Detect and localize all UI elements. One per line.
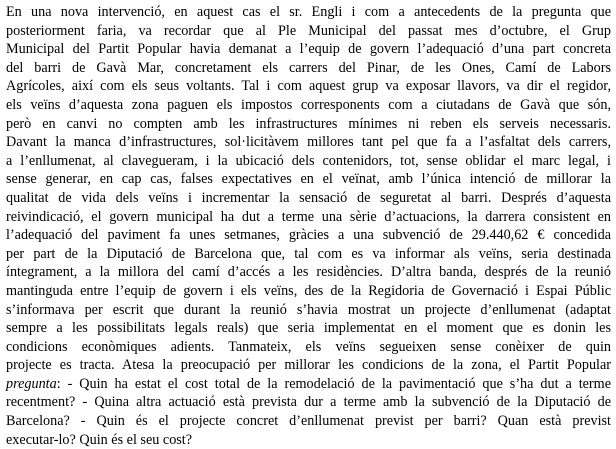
- text-line: reivindicació, el govern municipal ha dut a terme una sèrie d’actuacions, la darrera consistent en: [6, 208, 611, 225]
- text-line: però en canvi no compten amb les infrastructures mínimes ni reben els serveis necessaris.: [6, 115, 611, 132]
- question-line: [6, 375, 611, 394]
- text-line: posteriorment faria, va recordar que al Ple Municipal del passat mes d’octubre, el Grup: [6, 22, 611, 39]
- text-line: En una nova intervenció, en aquest cas el sr. Engli i com a antecedents de la pregunta que: [6, 4, 611, 20]
- text-line: a l’enllumenat, al clavegueram, i la ubicació dels contenidors, tot, sense oblidar el marc legal, i: [6, 152, 611, 169]
- text-line: qualitat de vida dels veïns i incrementar la sensació de seguretat al barri. Després d’aquesta: [6, 189, 611, 206]
- question-line: executar-lo? Quin és el seu cost?: [6, 431, 193, 448]
- text-line: íntegrament, a la millora del camí d’accés a les residències. D’altra banda, després de la reunió: [6, 264, 611, 281]
- text-line: del barri de Gavà Mar, concretament els carrers del Pinar, de les Ones, Camí de Labors: [6, 59, 611, 76]
- text-line: l’adequació del paviment fa unes setmanes, gràcies a una subvenció de 29.440,62 € concedida: [6, 227, 611, 244]
- document-body: [6, 3, 611, 449]
- text-line: sense generar, en cap cas, falses expectatives en el veïnat, amb l’única intenció de millorar la: [6, 171, 611, 188]
- question-text: : - Quin ha estat el cost total de la remodelació de la pavimentació que s’ha dut a terme: [56, 375, 611, 392]
- text-line: projecte es tracta. Atesa la preocupació per millorar les condicions de la zona, el Partit Popular: [6, 357, 611, 374]
- text-line: Davant la manca d’infrastructures, sol·licitàvem millores tant pel que fa a l’asfaltat dels carrers,: [6, 134, 611, 151]
- text-line: Municipal del Partit Popular havia demanat a l’equip de govern l’adequació d’una part concreta: [6, 41, 611, 58]
- question-label: pregunta: [6, 375, 57, 392]
- question-line: Barcelona? - Quin és el projecte concret d’enllumenat previst per barri? Quan està previst: [6, 413, 611, 430]
- text-line: s’informava per escrit que durant la reunió s’havia mostrat un projecte d’enllumenat (adaptat: [6, 301, 611, 318]
- question-line: recentment? - Quina altra actuació està prevista dur a terme amb la subvenció de la Diputació de: [6, 394, 611, 411]
- text-line: condicions econòmiques adients. Tanmateix, els veïns segueixen sense conèixer de quin: [6, 338, 611, 355]
- text-line: mantinguda entre l’equip de govern i els veïns, des de la Regidoria de Governació i Espai Públic: [6, 282, 611, 299]
- text-line: per part de la Diputació de Barcelona que, tal com es va informar als veïns, seria destinada: [6, 245, 611, 262]
- text-line: sempre a les possibilitats legals reals) que seria implementat en el moment que es donin les: [6, 320, 611, 337]
- text-line: Agrícoles, així com els seus voltants. Tal i com aquest grup va exposar llavors, va dir el regidor,: [6, 78, 611, 95]
- text-line: els veïns d’aquesta zona paguen els impostos corresponents com a ciutadans de Gavà que són,: [6, 96, 611, 113]
